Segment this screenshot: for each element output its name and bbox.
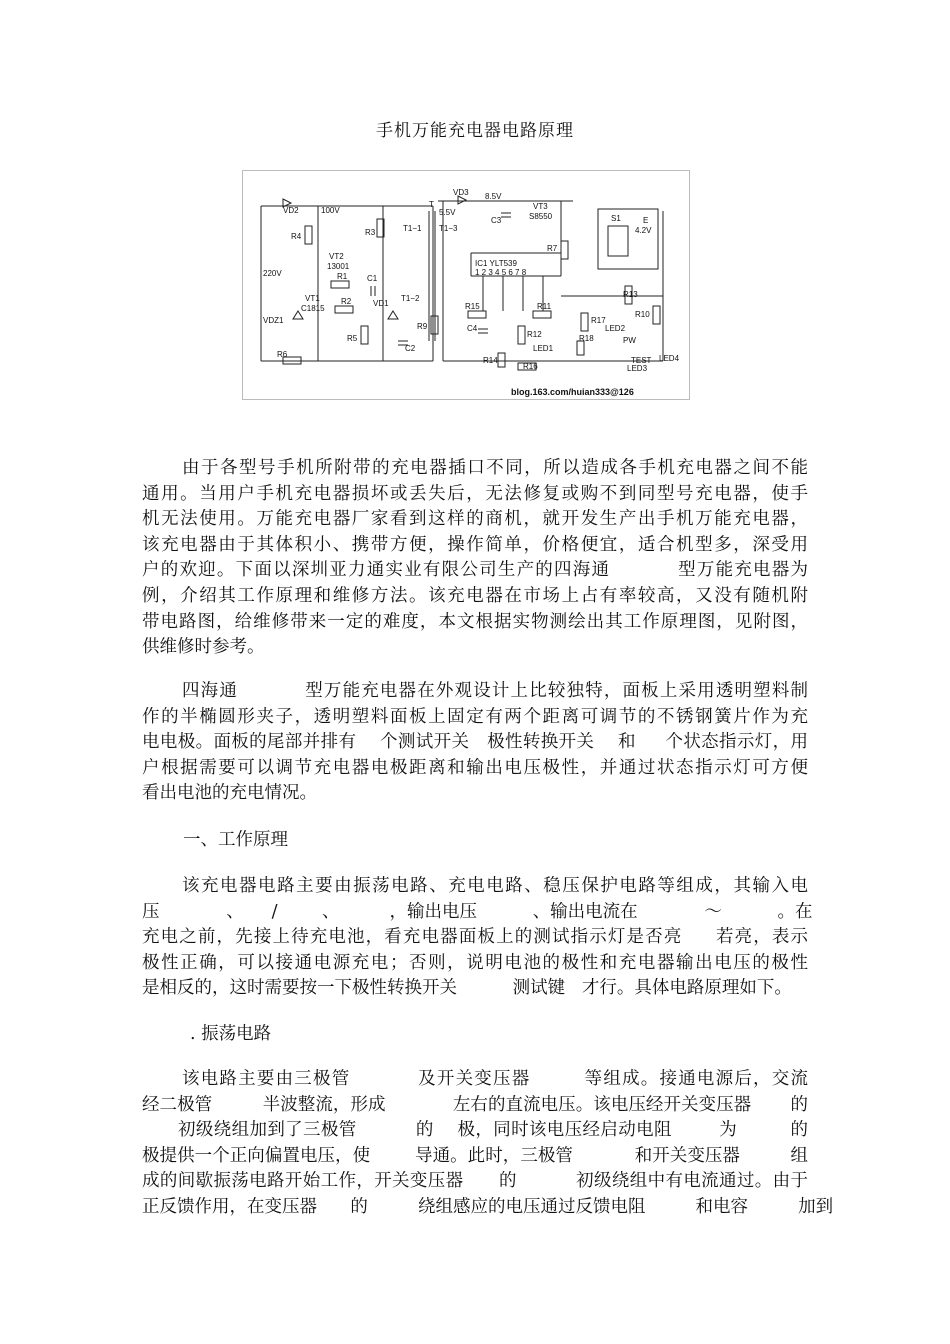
- paragraph-4: [142, 1067, 834, 1221]
- label-r15: R15: [465, 302, 480, 311]
- label-vd3: VD3: [453, 188, 469, 197]
- label-r14: R14: [483, 356, 498, 365]
- p4-line-4: 极提供一个正向偏置电压，使 导通。此时，三极管 和开关变压器 组: [142, 1145, 808, 1166]
- p1-line-2: 通用。当用户手机充电器损坏或丢失后，无法修复或购不到同型号充电器，使手: [142, 483, 808, 504]
- label-r13: R13: [623, 290, 638, 299]
- circuit-diagram-svg: [243, 171, 689, 399]
- p4-line-3: 初级绕组加到了三极管 的 极，同时该电压经启动电阻 为 的: [178, 1120, 808, 1141]
- label-test: TEST: [631, 356, 652, 365]
- label-pw: PW: [623, 336, 636, 345]
- label-r3: R3: [365, 228, 376, 237]
- label-s1: S1: [611, 214, 621, 223]
- section-heading-working-principle: 一、工作原理: [183, 830, 288, 850]
- p1-line-7: 带电路图，给维修带来一定的难度，本文根据实物测绘出其工作原理图，见附图，: [142, 611, 808, 632]
- label-t1-3: T1−3: [439, 224, 458, 233]
- p2-line-2: 作的半椭圆形夹子，透明塑料面板上固定有两个距离可调节的不锈钢簧片作为充: [142, 706, 808, 727]
- label-220v: 220V: [263, 269, 282, 278]
- label-vdz1: VDZ1: [263, 316, 284, 325]
- section-heading-oscillation: . 振荡电路: [190, 1024, 272, 1044]
- label-ic1: IC1 YLT539: [475, 259, 517, 268]
- p4-line-5: 成的间歇振荡电路开始工作，开关变压器 的 初级绕组中有电流通过。由于: [142, 1171, 808, 1192]
- p4-line-6: 正反馈作用，在变压器 的 绕组感应的电压通过反馈电阻 和电容 加到: [142, 1196, 834, 1217]
- label-5.5v: 5.5V: [439, 208, 456, 217]
- label-r5: R5: [347, 334, 358, 343]
- label-vt3: VT3: [533, 202, 548, 211]
- circuit-diagram: [242, 170, 690, 400]
- p1-line-8: 供维修时参考。: [142, 637, 265, 658]
- label-vd2: VD2: [283, 206, 299, 215]
- p1-line-6: 例，介绍其工作原理和维修方法。该充电器在市场上占有率较高，又没有随机附: [142, 585, 808, 606]
- paragraph-2: [142, 679, 808, 807]
- label-r10: R10: [635, 310, 650, 319]
- label-r6: R6: [277, 350, 288, 359]
- p1-line-1: 由于各型号手机所附带的充电器插口不同，所以造成各手机充电器之间不能: [182, 458, 808, 478]
- label-vd1: VD1: [373, 299, 389, 308]
- label-8.5v: 8.5V: [485, 192, 502, 201]
- label-t: T: [429, 200, 434, 209]
- p4-line-2: 经二极管 半波整流，形成 左右的直流电压。该电压经开关变压器 的: [142, 1094, 808, 1115]
- p4-line-1: 该电路主要由三极管 及开关变压器 等组成。接通电源后，交流: [182, 1069, 808, 1089]
- p3-line-3: 充电之前，先接上待充电池，看充电器面板上的测试指示灯是否亮 若亮，表示: [142, 927, 808, 948]
- label-led2: LED2: [605, 324, 626, 333]
- label-r2: R2: [341, 297, 352, 306]
- label-ic-pins: 1 2 3 4 5 6 7 8: [475, 268, 527, 277]
- label-r12: R12: [527, 330, 542, 339]
- label-r9: R9: [417, 322, 428, 331]
- watermark-text: blog.163.com/huian333@126: [511, 387, 634, 397]
- label-c4: C4: [467, 324, 478, 333]
- label-r17: R17: [591, 316, 606, 325]
- label-r11: R11: [537, 302, 552, 311]
- label-e: E: [643, 216, 649, 225]
- p2-line-3: 电电极。面板的尾部并排有 个测试开关 极性转换开关 和 个状态指示灯，用: [142, 732, 808, 753]
- label-led4: LED4: [659, 354, 680, 363]
- label-r4: R4: [291, 232, 302, 241]
- paragraph-1: [142, 456, 808, 661]
- label-r7: R7: [547, 244, 558, 253]
- label-t1-2: T1−2: [401, 294, 420, 303]
- label-c1815: C1815: [301, 304, 325, 313]
- p1-line-4: 该充电器由于其体积小、携带方便，操作简单，价格便宜，适合机型多，深受用: [142, 534, 808, 555]
- p2-line-1: 四海通 型万能充电器在外观设计上比较独特，面板上采用透明塑料制: [182, 681, 808, 701]
- p3-line-4: 极性正确，可以接通电源充电；否则，说明电池的极性和充电器输出电压的极性: [142, 952, 808, 973]
- p3-line-2: 压 、 / 、 ，输出电压 、输出电流在 ～ 。在: [142, 901, 813, 922]
- p1-line-5: 户的欢迎。下面以深圳亚力通实业有限公司生产的四海通 型万能充电器为: [142, 560, 808, 581]
- p1-line-3: 机无法使用。万能充电器厂家看到这样的商机，就开发生产出手机万能充电器，: [142, 509, 808, 530]
- label-100v: 100V: [321, 206, 340, 215]
- label-c2: C2: [405, 344, 416, 353]
- label-led1: LED1: [533, 344, 554, 353]
- p2-line-5: 看出电池的充电情况。: [142, 783, 317, 804]
- paragraph-3: [142, 874, 813, 1002]
- label-r1: R1: [337, 272, 348, 281]
- p3-line-5: 是相反的，这时需要按一下极性转换开关 测试键 才行。具体电路原理如下。: [142, 978, 792, 999]
- page-title: 手机万能充电器电路原理: [376, 121, 574, 141]
- label-r18: R18: [579, 334, 594, 343]
- p3-line-1: 该充电器电路主要由振荡电路、充电电路、稳压保护电路等组成，其输入电: [182, 876, 808, 896]
- label-vt2: VT2: [329, 252, 344, 261]
- label-4.2v: 4.2V: [635, 226, 652, 235]
- label-t1-1: T1−1: [403, 224, 422, 233]
- label-vt1: VT1: [305, 294, 320, 303]
- label-s8550: S8550: [529, 212, 553, 221]
- label-c1: C1: [367, 274, 378, 283]
- label-led3: LED3: [627, 364, 648, 373]
- label-c3: C3: [491, 216, 502, 225]
- label-13001: 13001: [327, 262, 350, 271]
- p2-line-4: 户根据需要可以调节充电器电极距离和输出电压极性，并通过状态指示灯可方便: [142, 757, 808, 778]
- label-r16: R16: [523, 362, 538, 371]
